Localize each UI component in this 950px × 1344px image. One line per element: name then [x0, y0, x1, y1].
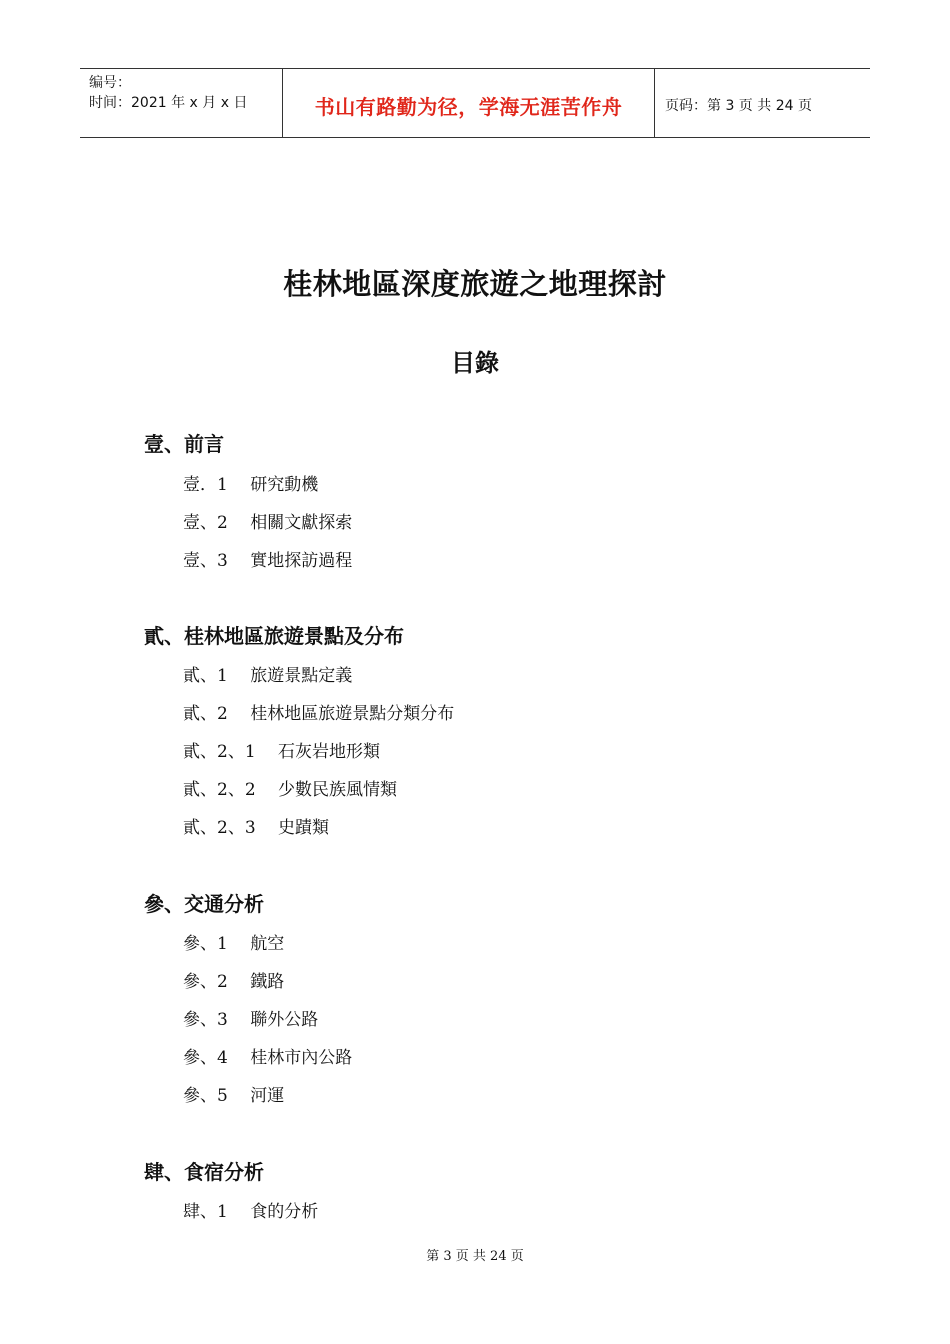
- toc-item: 參、1 航空: [183, 934, 285, 954]
- header-motto: 书山有路勤为径，学海无涯苦作舟: [282, 69, 655, 137]
- header-meta: [80, 69, 282, 137]
- toc-item: 參、4 桂林市內公路: [183, 1048, 353, 1068]
- toc-item: 參、5 河運: [183, 1086, 285, 1106]
- toc-item: 壹、3 實地探訪過程: [183, 551, 353, 571]
- toc-section-heading: 壹、前言: [144, 432, 224, 456]
- header-page-info: 页码：第 3 页 共 24 页: [665, 98, 812, 114]
- page-header: [80, 68, 870, 138]
- toc-item: 貳、2、3 史蹟類: [183, 818, 330, 838]
- toc-heading: 目錄: [451, 349, 499, 377]
- toc-item: 肆、1 食的分析: [183, 1202, 319, 1222]
- toc-item: 貳、2、1 石灰岩地形類: [183, 742, 381, 762]
- toc-item: 貳、2 桂林地區旅遊景點分類分布: [183, 704, 455, 724]
- document-title: 桂林地區深度旅遊之地理探討: [283, 267, 667, 301]
- number-label: 编号：: [89, 75, 131, 91]
- toc-section-heading: 貳、桂林地區旅遊景點及分布: [144, 624, 404, 648]
- toc-item: 貳、2、2 少數民族風情類: [183, 780, 398, 800]
- page-footer: 第 3 页 共 24 页: [426, 1249, 524, 1264]
- toc-item: 參、2 鐵路: [183, 972, 285, 992]
- time-label: 时间：2021 年 x 月 x 日: [89, 95, 248, 111]
- toc-item: 壹、2 相關文獻探索: [183, 513, 353, 533]
- toc-item: 壹．1 研究動機: [183, 475, 319, 495]
- toc-section-heading: 參、交通分析: [144, 892, 264, 916]
- toc-section-heading: 肆、食宿分析: [144, 1160, 264, 1184]
- toc-item: 參、3 聯外公路: [183, 1010, 319, 1030]
- toc-item: 貳、1 旅遊景點定義: [183, 666, 353, 686]
